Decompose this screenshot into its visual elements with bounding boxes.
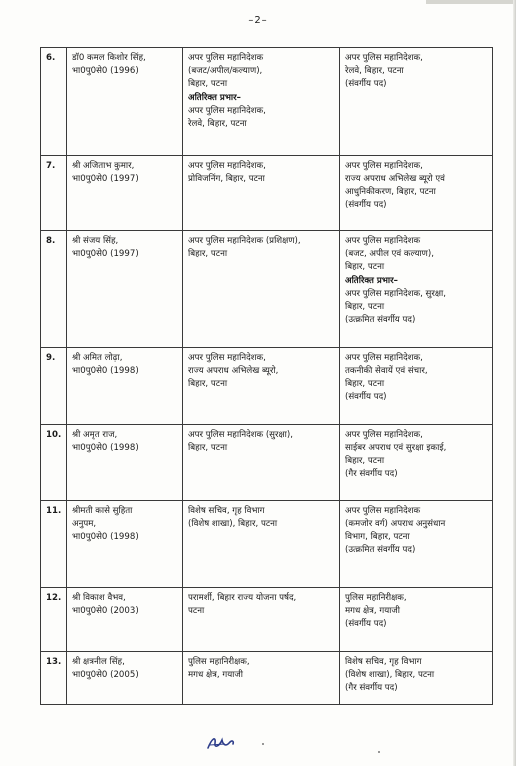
scan-speck xyxy=(262,743,264,745)
cell-line: अपर पुलिस महानिदेशक, xyxy=(188,161,266,171)
current-posting xyxy=(183,348,340,425)
cell-line: (संवर्गीय पद) xyxy=(345,200,387,210)
posting-table xyxy=(40,47,493,705)
cell-line: पुलिस महानिरीक्षक, xyxy=(345,593,407,603)
new-posting xyxy=(340,588,493,652)
cell-line: (गैर संवर्गीय पद) xyxy=(345,683,398,693)
cell-line: (विशेष शाखा), बिहार, पटना xyxy=(345,670,435,680)
cell-line: मगध क्षेत्र, गयाजी xyxy=(188,670,244,680)
officer-name xyxy=(67,348,183,425)
cell-line: विशेष सचिव, गृह विभाग xyxy=(188,506,265,516)
current-posting xyxy=(183,231,340,348)
cell-line: श्री अमृत राज, xyxy=(72,430,118,440)
cell-line: बिहार, पटना xyxy=(345,456,385,466)
officer-name xyxy=(67,652,183,705)
signature-initials xyxy=(205,733,245,753)
table-row xyxy=(41,156,493,231)
cell-line: भा0पु0से0 (1997) xyxy=(72,249,139,259)
table-row xyxy=(41,588,493,652)
cell-line: बिहार, पटना xyxy=(188,443,228,453)
cell-line: डॉ0 कमल किशोर सिंह, xyxy=(72,53,146,63)
current-posting xyxy=(183,156,340,231)
cell-line: अपर पुलिस महानिदेशक, xyxy=(345,353,423,363)
cell-line: भा0पु0से0 (2005) xyxy=(72,670,139,680)
additional-charge-label: अतिरिक्त प्रभार– xyxy=(345,276,398,286)
cell-line: राज्य अपराध अभिलेख ब्यूरो, xyxy=(188,366,279,376)
serial-number: 9. xyxy=(41,348,67,425)
new-posting xyxy=(340,425,493,501)
new-posting xyxy=(340,48,493,156)
cell-line: (विशेष शाखा), बिहार, पटना xyxy=(188,519,278,529)
new-posting xyxy=(340,231,493,348)
officer-name xyxy=(67,231,183,348)
cell-line: भा0पु0से0 (1996) xyxy=(72,66,139,76)
cell-line: श्री क्षत्रनील सिंह, xyxy=(72,657,125,667)
cell-line: भा0पु0से0 (1998) xyxy=(72,366,139,376)
cell-line: श्री अमित लोढ़ा, xyxy=(72,353,123,363)
cell-line: भा0पु0से0 (1998) xyxy=(72,532,139,542)
table-row xyxy=(41,348,493,425)
officer-name xyxy=(67,425,183,501)
new-posting xyxy=(340,501,493,588)
cell-line: आधुनिकीकरण, बिहार, पटना xyxy=(345,187,436,197)
officer-name xyxy=(67,48,183,156)
cell-line: (संवर्गीय पद) xyxy=(345,392,387,402)
cell-line: राज्य अपराध अभिलेख ब्यूरो एवं xyxy=(345,174,445,184)
cell-line: रेलवे, बिहार, पटना xyxy=(188,119,247,129)
cell-line: अपर पुलिस महानिदेशक (सुरक्षा), xyxy=(188,430,293,440)
table-row xyxy=(41,652,493,705)
page-number: –2– xyxy=(248,15,268,26)
cell-line: अनुपम, xyxy=(72,519,97,529)
cell-line: भा0पु0से0 (2003) xyxy=(72,606,139,616)
cell-line: (बजट, अपील एवं कल्याण), xyxy=(345,249,434,259)
serial-number: 11. xyxy=(41,501,67,588)
cell-line: तकनीकी सेवायें एवं संचार, xyxy=(345,366,428,376)
cell-line: (बजट/अपील/कल्याण), xyxy=(188,66,263,76)
cell-line: अपर पुलिस महानिदेशक, xyxy=(345,430,423,440)
table-row xyxy=(41,231,493,348)
officer-name xyxy=(67,501,183,588)
table-row xyxy=(41,48,493,156)
cell-line: बिहार, पटना xyxy=(188,249,228,259)
cell-line: अपर पुलिस महानिदेशक xyxy=(345,236,421,246)
officer-name xyxy=(67,588,183,652)
cell-line: (संवर्गीय पद) xyxy=(345,79,387,89)
cell-line: अपर पुलिस महानिदेशक, सुरक्षा, xyxy=(345,289,447,299)
cell-line: अपर पुलिस महानिदेशक, xyxy=(188,353,266,363)
cell-line: बिहार, पटना xyxy=(345,262,385,272)
cell-line: भा0पु0से0 (1997) xyxy=(72,174,139,184)
scan-speck xyxy=(378,751,380,753)
scan-shadow-top xyxy=(426,0,516,4)
cell-line: विशेष सचिव, गृह विभाग xyxy=(345,657,422,667)
cell-line: बिहार, पटना xyxy=(188,379,228,389)
cell-line: पटना xyxy=(188,606,205,616)
cell-line: पुलिस महानिरीक्षक, xyxy=(188,657,250,667)
cell-line: श्री संजय सिंह, xyxy=(72,236,119,246)
current-posting xyxy=(183,501,340,588)
cell-line: विभाग, बिहार, पटना xyxy=(345,532,410,542)
cell-line: भा0पु0से0 (1998) xyxy=(72,443,139,453)
serial-number: 13. xyxy=(41,652,67,705)
cell-line: मगध क्षेत्र, गयाजी xyxy=(345,606,401,616)
cell-line: (गैर संवर्गीय पद) xyxy=(345,469,398,479)
cell-line: (उत्क्रमित संवर्गीय पद) xyxy=(345,315,416,325)
table-row xyxy=(41,425,493,501)
cell-line: (संवर्गीय पद) xyxy=(345,619,387,629)
cell-line: अपर पुलिस महानिदेशक, xyxy=(345,53,423,63)
cell-line: श्रीमती कासे सुहिता xyxy=(72,506,133,516)
current-posting xyxy=(183,48,340,156)
cell-line: अपर पुलिस महानिदेशक, xyxy=(188,106,266,116)
cell-line: श्री अजिताभ कुमार, xyxy=(72,161,135,171)
cell-line: बिहार, पटना xyxy=(345,379,385,389)
cell-line: (उत्क्रमित संवर्गीय पद) xyxy=(345,545,416,555)
serial-number: 8. xyxy=(41,231,67,348)
cell-line: अपर पुलिस महानिदेशक, xyxy=(345,161,423,171)
cell-line: बिहार, पटना xyxy=(345,302,385,312)
cell-line: (कमजोर वर्ग) अपराध अनुसंधान xyxy=(345,519,446,529)
cell-line: बिहार, पटना xyxy=(188,79,228,89)
current-posting xyxy=(183,652,340,705)
cell-line: अपर पुलिस महानिदेशक (प्रशिक्षण), xyxy=(188,236,301,246)
serial-number: 12. xyxy=(41,588,67,652)
cell-line: अपर पुलिस महानिदेशक xyxy=(345,506,421,516)
current-posting xyxy=(183,425,340,501)
cell-line: श्री विकाश वैभव, xyxy=(72,593,126,603)
officer-name xyxy=(67,156,183,231)
posting-table-body xyxy=(41,48,493,705)
cell-line: प्रोविजनिंग, बिहार, पटना xyxy=(188,174,265,184)
new-posting xyxy=(340,156,493,231)
current-posting xyxy=(183,588,340,652)
serial-number: 10. xyxy=(41,425,67,501)
cell-line: रेलवे, बिहार, पटना xyxy=(345,66,404,76)
cell-line: अपर पुलिस महानिदेशक xyxy=(188,53,264,63)
additional-charge-label: अतिरिक्त प्रभार– xyxy=(188,93,241,103)
cell-line: साईबर अपराध एवं सुरक्षा इकाई, xyxy=(345,443,447,453)
cell-line: परामर्शी, बिहार राज्य योजना पर्षद, xyxy=(188,593,297,603)
new-posting xyxy=(340,652,493,705)
serial-number: 7. xyxy=(41,156,67,231)
new-posting xyxy=(340,348,493,425)
table-row xyxy=(41,501,493,588)
serial-number: 6. xyxy=(41,48,67,156)
